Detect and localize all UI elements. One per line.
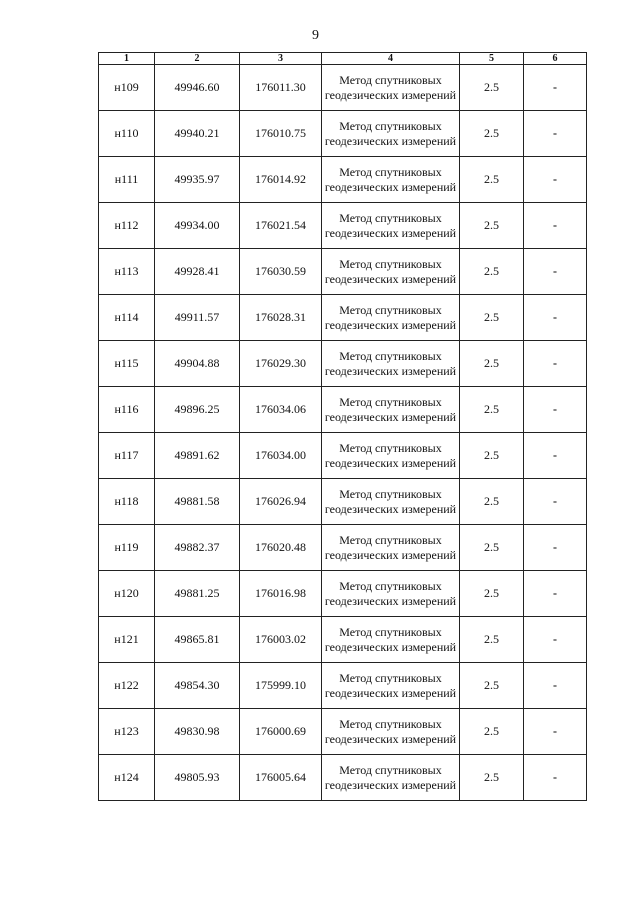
table-row (99, 249, 587, 295)
note-cell: - (524, 617, 587, 663)
accuracy-cell: 2.5 (460, 663, 524, 709)
note-cell: - (524, 525, 587, 571)
x-coordinate-cell: 49854.30 (155, 663, 240, 709)
column-header: 6 (524, 53, 587, 65)
x-coordinate-cell: 49928.41 (155, 249, 240, 295)
table-row (99, 341, 587, 387)
column-header: 1 (99, 53, 155, 65)
note-cell: - (524, 65, 587, 111)
accuracy-cell: 2.5 (460, 479, 524, 525)
x-coordinate-cell: 49946.60 (155, 65, 240, 111)
column-header: 4 (322, 53, 460, 65)
x-coordinate-cell: 49911.57 (155, 295, 240, 341)
method-cell: Метод спутниковых геодезических измерений (322, 525, 460, 571)
x-coordinate-cell: 49934.00 (155, 203, 240, 249)
accuracy-cell: 2.5 (460, 387, 524, 433)
y-coordinate-cell: 176034.06 (240, 387, 322, 433)
accuracy-cell: 2.5 (460, 65, 524, 111)
point-number-cell: н119 (99, 525, 155, 571)
accuracy-cell: 2.5 (460, 157, 524, 203)
y-coordinate-cell: 176003.02 (240, 617, 322, 663)
note-cell: - (524, 387, 587, 433)
point-number-cell: н114 (99, 295, 155, 341)
y-coordinate-cell: 176011.30 (240, 65, 322, 111)
x-coordinate-cell: 49891.62 (155, 433, 240, 479)
column-header: 2 (155, 53, 240, 65)
y-coordinate-cell: 176005.64 (240, 755, 322, 801)
method-cell: Метод спутниковых геодезических измерений (322, 65, 460, 111)
point-number-cell: н116 (99, 387, 155, 433)
note-cell: - (524, 157, 587, 203)
y-coordinate-cell: 176034.00 (240, 433, 322, 479)
method-cell: Метод спутниковых геодезических измерений (322, 755, 460, 801)
coordinates-table (98, 52, 587, 801)
note-cell: - (524, 203, 587, 249)
point-number-cell: н124 (99, 755, 155, 801)
header-row (99, 53, 587, 65)
table-row (99, 755, 587, 801)
table-row (99, 203, 587, 249)
method-cell: Метод спутниковых геодезических измерений (322, 433, 460, 479)
method-cell: Метод спутниковых геодезических измерений (322, 203, 460, 249)
note-cell: - (524, 341, 587, 387)
accuracy-cell: 2.5 (460, 111, 524, 157)
table-row (99, 387, 587, 433)
method-cell: Метод спутниковых геодезических измерений (322, 111, 460, 157)
column-header: 3 (240, 53, 322, 65)
method-cell: Метод спутниковых геодезических измерений (322, 617, 460, 663)
note-cell: - (524, 571, 587, 617)
x-coordinate-cell: 49881.25 (155, 571, 240, 617)
method-cell: Метод спутниковых геодезических измерений (322, 341, 460, 387)
y-coordinate-cell: 176010.75 (240, 111, 322, 157)
table-row (99, 433, 587, 479)
point-number-cell: н123 (99, 709, 155, 755)
point-number-cell: н117 (99, 433, 155, 479)
x-coordinate-cell: 49830.98 (155, 709, 240, 755)
y-coordinate-cell: 176030.59 (240, 249, 322, 295)
method-cell: Метод спутниковых геодезических измерений (322, 249, 460, 295)
method-cell: Метод спутниковых геодезических измерений (322, 709, 460, 755)
note-cell: - (524, 479, 587, 525)
x-coordinate-cell: 49904.88 (155, 341, 240, 387)
accuracy-cell: 2.5 (460, 433, 524, 479)
table-row (99, 663, 587, 709)
x-coordinate-cell: 49805.93 (155, 755, 240, 801)
table-row (99, 709, 587, 755)
accuracy-cell: 2.5 (460, 341, 524, 387)
method-cell: Метод спутниковых геодезических измерений (322, 157, 460, 203)
x-coordinate-cell: 49896.25 (155, 387, 240, 433)
note-cell: - (524, 295, 587, 341)
x-coordinate-cell: 49865.81 (155, 617, 240, 663)
point-number-cell: н122 (99, 663, 155, 709)
point-number-cell: н112 (99, 203, 155, 249)
y-coordinate-cell: 176000.69 (240, 709, 322, 755)
column-header: 5 (460, 53, 524, 65)
accuracy-cell: 2.5 (460, 617, 524, 663)
table-row (99, 479, 587, 525)
accuracy-cell: 2.5 (460, 571, 524, 617)
y-coordinate-cell: 176014.92 (240, 157, 322, 203)
table-row (99, 65, 587, 111)
point-number-cell: н111 (99, 157, 155, 203)
point-number-cell: н110 (99, 111, 155, 157)
method-cell: Метод спутниковых геодезических измерений (322, 663, 460, 709)
table-row (99, 157, 587, 203)
y-coordinate-cell: 176028.31 (240, 295, 322, 341)
method-cell: Метод спутниковых геодезических измерений (322, 479, 460, 525)
point-number-cell: н113 (99, 249, 155, 295)
x-coordinate-cell: 49882.37 (155, 525, 240, 571)
y-coordinate-cell: 176016.98 (240, 571, 322, 617)
x-coordinate-cell: 49935.97 (155, 157, 240, 203)
y-coordinate-cell: 176020.48 (240, 525, 322, 571)
note-cell: - (524, 433, 587, 479)
note-cell: - (524, 663, 587, 709)
accuracy-cell: 2.5 (460, 295, 524, 341)
point-number-cell: н121 (99, 617, 155, 663)
point-number-cell: н118 (99, 479, 155, 525)
note-cell: - (524, 249, 587, 295)
method-cell: Метод спутниковых геодезических измерений (322, 387, 460, 433)
point-number-cell: н115 (99, 341, 155, 387)
y-coordinate-cell: 176029.30 (240, 341, 322, 387)
point-number-cell: н109 (99, 65, 155, 111)
table-row (99, 571, 587, 617)
note-cell: - (524, 755, 587, 801)
y-coordinate-cell: 176026.94 (240, 479, 322, 525)
accuracy-cell: 2.5 (460, 203, 524, 249)
x-coordinate-cell: 49881.58 (155, 479, 240, 525)
note-cell: - (524, 709, 587, 755)
accuracy-cell: 2.5 (460, 525, 524, 571)
page-number: 9 (312, 28, 319, 43)
point-number-cell: н120 (99, 571, 155, 617)
table-row (99, 295, 587, 341)
method-cell: Метод спутниковых геодезических измерений (322, 571, 460, 617)
method-cell: Метод спутниковых геодезических измерений (322, 295, 460, 341)
table-row (99, 111, 587, 157)
accuracy-cell: 2.5 (460, 709, 524, 755)
table-row (99, 525, 587, 571)
accuracy-cell: 2.5 (460, 755, 524, 801)
y-coordinate-cell: 175999.10 (240, 663, 322, 709)
table-row (99, 617, 587, 663)
y-coordinate-cell: 176021.54 (240, 203, 322, 249)
x-coordinate-cell: 49940.21 (155, 111, 240, 157)
note-cell: - (524, 111, 587, 157)
accuracy-cell: 2.5 (460, 249, 524, 295)
